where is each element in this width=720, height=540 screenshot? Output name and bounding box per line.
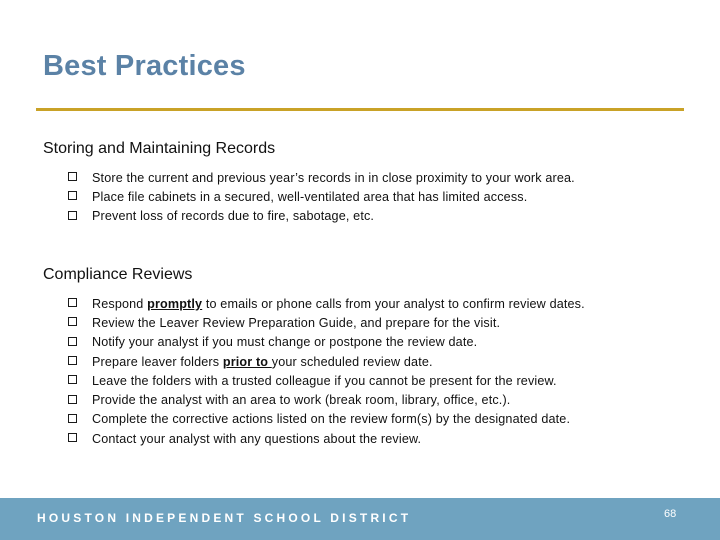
footer-organization-name: HOUSTON INDEPENDENT SCHOOL DISTRICT — [37, 511, 412, 525]
list-item — [68, 390, 585, 409]
section-heading-compliance: Compliance Reviews — [43, 266, 193, 283]
list-item — [68, 187, 575, 206]
list-item-text: Provide the analyst with an area to work (break room, library, office, etc.). — [92, 393, 511, 408]
list-item-text — [92, 355, 433, 369]
list-item-text — [92, 297, 585, 311]
checkbox-bullet-icon — [68, 433, 77, 442]
section-heading-storing: Storing and Maintaining Records — [43, 140, 276, 157]
text-part: Respond — [92, 296, 148, 311]
page-number: 68 — [664, 508, 677, 520]
checkbox-bullet-icon — [68, 172, 77, 181]
text-part: Prepare leaver folders — [92, 354, 223, 369]
checkbox-bullet-icon — [68, 375, 77, 384]
footer-bar — [0, 498, 720, 540]
list-item — [68, 410, 585, 429]
checkbox-bullet-icon — [68, 298, 77, 307]
list-item-text: Complete the corrective actions listed on the review form(s) by the designated date. — [92, 412, 571, 427]
text-part: your scheduled review date. — [271, 354, 433, 369]
emphasis-text: promptly — [147, 296, 203, 311]
list-item-text: Prevent loss of records due to fire, sabotage, etc. — [92, 209, 375, 224]
checkbox-bullet-icon — [68, 337, 77, 346]
list-item-text: Review the Leaver Review Preparation Guide, and prepare for the visit. — [92, 315, 501, 330]
title-divider — [36, 108, 684, 111]
list-item — [68, 352, 585, 371]
storing-bullet-list — [68, 168, 575, 226]
list-item — [68, 429, 585, 448]
list-item — [68, 371, 585, 390]
list-item — [68, 168, 575, 187]
checkbox-bullet-icon — [68, 191, 77, 200]
list-item — [68, 207, 575, 226]
slide-title: Best Practices — [43, 50, 246, 82]
list-item — [68, 333, 585, 352]
checkbox-bullet-icon — [68, 414, 77, 423]
list-item — [68, 313, 585, 332]
list-item-text: Place file cabinets in a secured, well-ventilated area that has limited access. — [92, 189, 528, 204]
checkbox-bullet-icon — [68, 395, 77, 404]
list-item-text: Notify your analyst if you must change or postpone the review date. — [92, 335, 478, 350]
list-item — [68, 294, 585, 313]
emphasis-text: prior to — [222, 354, 272, 369]
list-item-text: Leave the folders with a trusted colleague if you cannot be present for the review. — [92, 373, 557, 388]
text-part: to emails or phone calls from your analyst to confirm review dates. — [202, 296, 585, 311]
checkbox-bullet-icon — [68, 211, 77, 220]
list-item-text: Store the current and previous year’s records in in close proximity to your work area. — [92, 170, 575, 185]
checkbox-bullet-icon — [68, 356, 77, 365]
compliance-bullet-list — [68, 294, 585, 448]
checkbox-bullet-icon — [68, 317, 77, 326]
list-item-text: Contact your analyst with any questions about the review. — [92, 431, 422, 446]
